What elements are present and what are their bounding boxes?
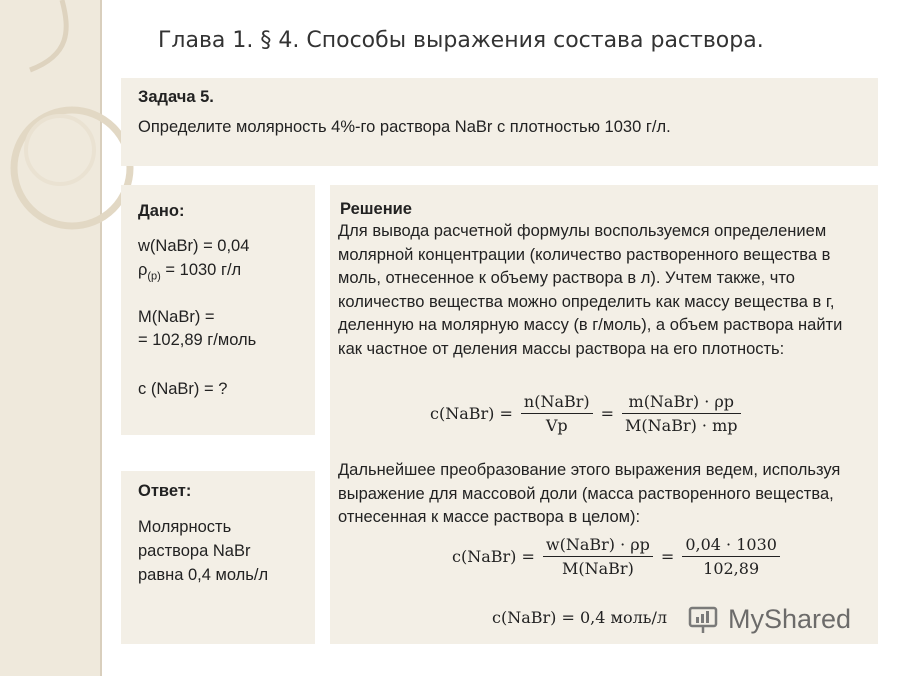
task-heading: Задача 5. [138, 88, 214, 106]
slideshow-icon [688, 605, 722, 635]
eq1-fraction-2 [622, 392, 740, 435]
task-text: Определите молярность 4%-го раствора NaBr с плотностью 1030 г/л. [138, 118, 671, 136]
eq1-f2-numerator: m(NaBr) · ρр [622, 392, 740, 414]
eq1-f1-numerator: n(NaBr) [521, 392, 593, 414]
eq2-f1-denominator: M(NaBr) [562, 559, 634, 578]
eq2-fraction-1 [543, 535, 653, 578]
equation-1 [430, 392, 741, 435]
eq2-f2-denominator: 102,89 [703, 559, 760, 578]
eq1-f2-denominator: M(NaBr) · mр [625, 416, 738, 435]
eq2-fraction-2 [682, 535, 780, 578]
given-molar-mass-label: M(NaBr) = [138, 308, 215, 326]
solution-paragraph-1: Для вывода расчетной формулы воспользуемся определением молярной концентрации (количество растворенного вещества в моль, отнесенное к объему раствора в л). Учтем также, что количество вещества можно определить как массу вещества в г, деленную на молярную массу (в г/моль), а объем раствора найти как частное от деления массы раствора на его плотность: [338, 222, 843, 358]
page-title: Глава 1. § 4. Способы выражения состава раствора. [158, 28, 764, 53]
given-line1: w(NaBr) = 0,04 [138, 237, 250, 255]
solution-result: c(NaBr) = 0,4 моль/л [492, 608, 668, 627]
decorative-rings [0, 0, 140, 260]
deco-arc-top [30, 0, 66, 70]
eq1-f1-denominator: Vр [545, 416, 568, 435]
answer-line3: равна 0,4 моль/л [138, 566, 269, 584]
equation-2 [452, 535, 780, 578]
eq1-fraction-1 [521, 392, 593, 435]
answer-line1: Молярность [138, 518, 232, 536]
eq2-equals: = [660, 547, 675, 566]
solution-paragraph-2: Дальнейшее преобразование этого выражения ведем, используя выражение для массовой доли (масса растворенного вещества, отнесенная к массе раствора в целом): [338, 461, 841, 526]
given-heading: Дано: [138, 202, 185, 220]
rho-symbol: ρ [138, 261, 148, 279]
deco-ring-small [26, 116, 94, 184]
rho-subscript: (р) [147, 270, 161, 283]
answer-line2: раствора NaBr [138, 542, 251, 560]
eq1-equals: = [600, 404, 615, 423]
given-mass-fraction [138, 237, 249, 256]
answer-heading: Ответ: [138, 482, 192, 500]
eq2-f2-numerator: 0,04 · 1030 [682, 535, 780, 557]
watermark [688, 604, 851, 635]
given-unknown: c (NaBr) = ? [138, 380, 228, 398]
density-value: = 1030 г/л [160, 261, 242, 279]
eq1-lhs: c(NaBr) = [430, 404, 513, 423]
given-molar-mass-value: = 102,89 г/моль [138, 331, 257, 349]
watermark-text: MyShared [728, 604, 852, 634]
given-density [138, 261, 241, 282]
eq2-lhs: c(NaBr) = [452, 547, 535, 566]
eq2-f1-numerator: w(NaBr) · ρр [543, 535, 653, 557]
solution-heading: Решение [340, 200, 412, 218]
